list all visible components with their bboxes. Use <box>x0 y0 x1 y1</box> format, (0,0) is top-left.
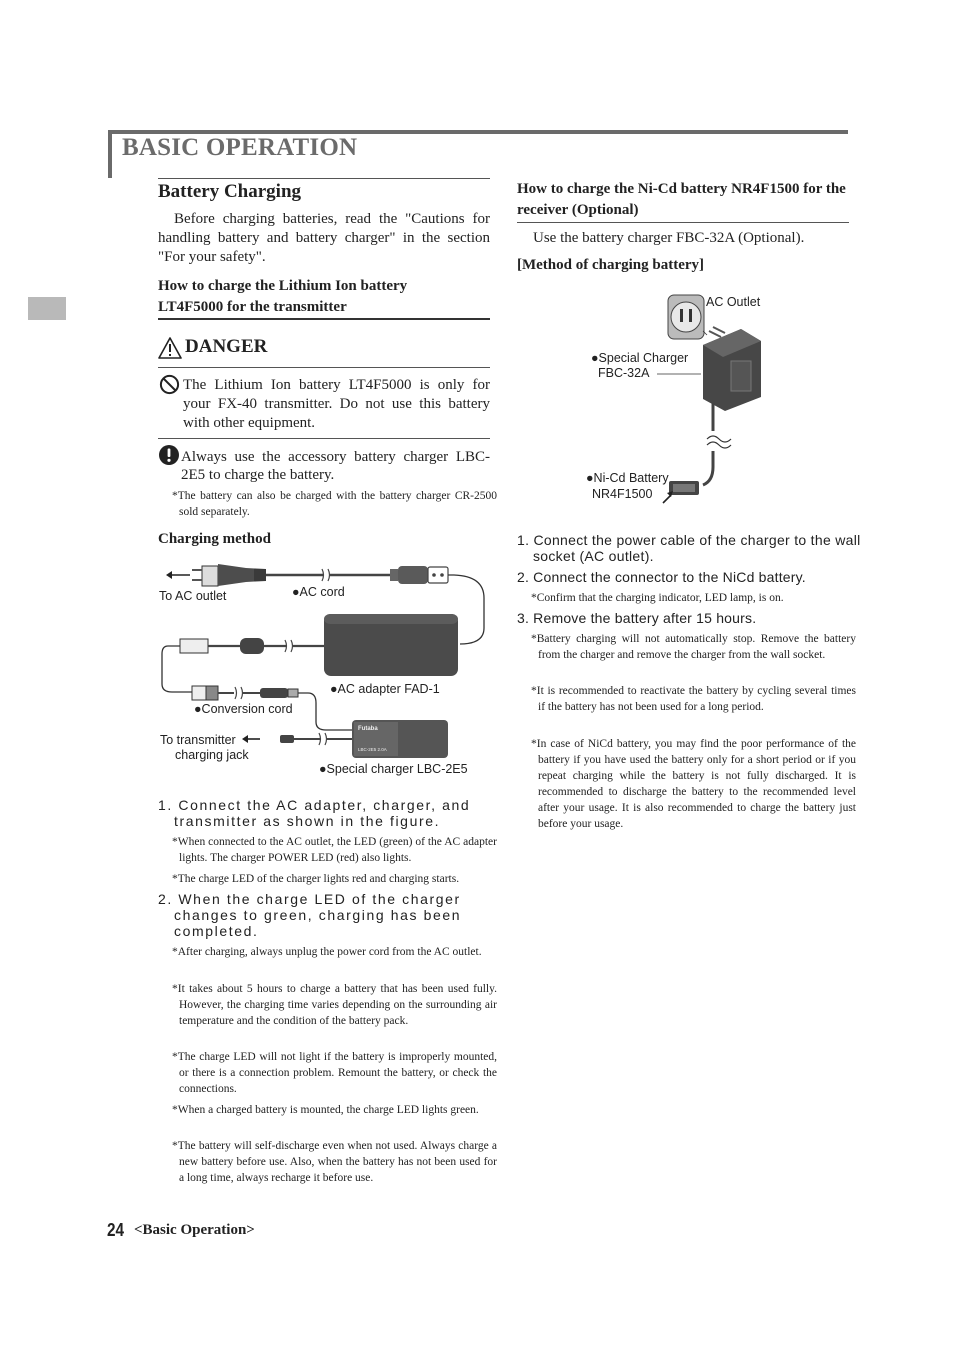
label-to-transmitter: To transmitter <box>160 733 236 747</box>
section-title: Battery Charging <box>158 181 302 202</box>
label-fbc-32a: FBC-32A <box>598 366 650 380</box>
warning-note: *The battery can also be charged with the battery charger CR-2500 sold separately. <box>172 490 497 518</box>
prohibited-icon <box>159 374 180 395</box>
step-1-note-1: *When connected to the AC outlet, the LED (green) of the AC adapter lights. The charger POWER LED (red) also lights. <box>172 836 497 864</box>
subhead-rule <box>158 318 490 320</box>
label-charging-jack: charging jack <box>175 748 249 762</box>
footer-section: <Basic Operation> <box>134 1222 255 1238</box>
nicd-subhead-rule <box>517 222 849 223</box>
danger-bottom-rule <box>158 438 490 439</box>
step-2-note-3: *The charge LED will not light if the battery is improperly mounted, or there is a connection problem. Remount the battery, or check the connections. <box>172 1051 497 1095</box>
step-2-note-5: *The battery will self-discharge even when not used. Always charge a new battery before use. Also, when the battery has not been used for a long time, always recharge it before use. <box>172 1140 497 1184</box>
label-ac-outlet: AC Outlet <box>706 295 761 309</box>
page-title: BASIC OPERATION <box>122 134 358 161</box>
label-special-charger: ●Special charger LBC-2E5 <box>319 762 468 776</box>
warning-text: Always use the accessory battery charger LBC-2E5 to charge the battery. <box>181 449 490 483</box>
label-special-charger-fbc: ●Special Charger <box>591 351 689 365</box>
nicd-step-2: 2. Connect the connector to the NiCd battery. <box>517 569 806 585</box>
section-rule <box>158 178 490 179</box>
intro-text: Before charging batteries, read the "Cautions for handling battery and battery charger" in the section "For your safety". <box>158 211 490 265</box>
label-nicd-battery: ●Ni-Cd Battery <box>586 471 669 485</box>
step-1-text: 1. Connect the AC adapter, charger, and transmitter as shown in the figure. <box>158 797 471 829</box>
label-ac-adapter: ●AC adapter FAD-1 <box>330 682 440 696</box>
label-nr4f1500: NR4F1500 <box>592 487 653 501</box>
nicd-charging-diagram <box>517 285 849 510</box>
lithium-subhead-1: How to charge the Lithium Ion battery <box>158 278 408 294</box>
step-2-note-4: *When a charged battery is mounted, the charge LED lights green. <box>172 1104 479 1116</box>
lithium-subhead-2: LT4F5000 for the transmitter <box>158 299 347 315</box>
charger-brand-label: Futaba <box>358 726 378 732</box>
charging-method-heading: Charging method <box>158 531 271 547</box>
nicd-step-2-note: *Confirm that the charging indicator, LED lamp, is on. <box>531 592 784 604</box>
exclamation-icon <box>158 444 180 466</box>
step-1-note-2: *The charge LED of the charger lights red and charging starts. <box>172 873 460 885</box>
header-side-rule <box>108 130 112 178</box>
page-number: 24 <box>107 1220 125 1240</box>
chapter-tab <box>28 297 66 320</box>
method-heading: [Method of charging battery] <box>517 257 705 273</box>
nicd-step-3-note-2: *It is recommended to reactivate the battery by cycling several times if the battery has not been used for a long period. <box>531 685 856 713</box>
nicd-step-1: 1. Connect the power cable of the charger to the wall socket (AC outlet). <box>517 532 861 564</box>
warning-triangle-icon <box>158 337 182 359</box>
nicd-intro: Use the battery charger FBC-32A (Optional). <box>533 230 805 246</box>
danger-rule <box>158 367 490 368</box>
label-ac-cord: ●AC cord <box>292 585 345 599</box>
label-conversion-cord: ●Conversion cord <box>194 702 293 716</box>
step-2-note-2: *It takes about 5 hours to charge a battery that has been used fully. However, the charging time varies depending on the surrounding air temperature and the condition of the battery pack. <box>172 983 497 1027</box>
label-to-ac-outlet: To AC outlet <box>159 589 227 603</box>
step-2-text: 2. When the charge LED of the charger changes to green, charging has been completed. <box>158 891 462 939</box>
nicd-step-3: 3. Remove the battery after 15 hours. <box>517 610 757 626</box>
danger-label: DANGER <box>185 336 268 357</box>
nicd-step-3-note-1: *Battery charging will not automatically stop. Remove the battery from the charger and remove the charger from the wall socket. <box>531 633 856 661</box>
step-2-note-1: *After charging, always unplug the power cord from the AC outlet. <box>172 946 482 958</box>
charger-model-label: LBC-2E5 2.0A <box>358 747 387 752</box>
nicd-subhead: How to charge the Ni-Cd battery NR4F1500 for the receiver (Optional) <box>517 181 846 218</box>
danger-text: The Lithium Ion battery LT4F5000 is only for your FX-40 transmitter. Do not use this battery with other equipment. <box>183 377 490 431</box>
nicd-step-3-note-3: *In case of NiCd battery, you may find the poor performance of the battery if you have used the battery only for a short period or if you repeat charging while the battery is not fully discharged. It is recommended to discharge the battery to the recommended level after your usage. It is also recommended to charge the battery just before your usage. <box>531 738 856 830</box>
